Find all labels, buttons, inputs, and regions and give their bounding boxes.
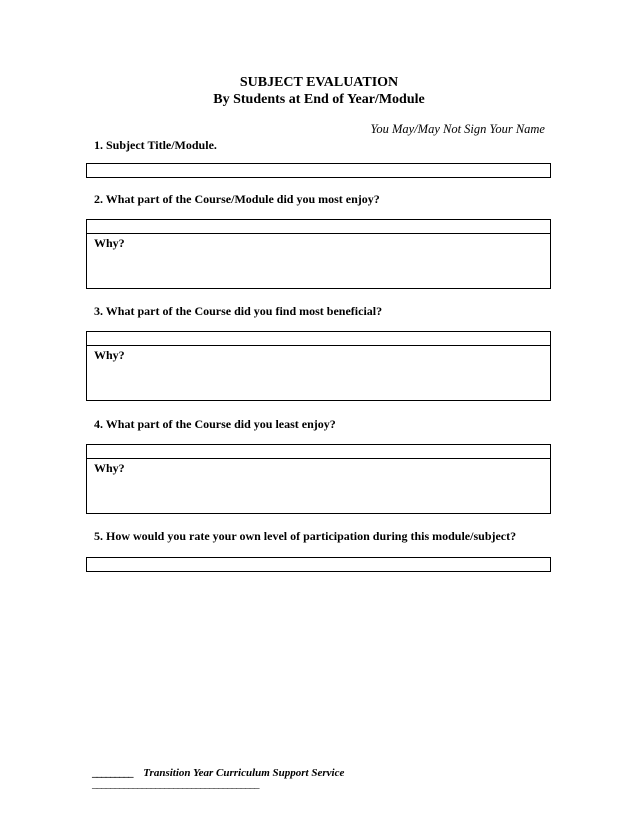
question-3-label: 3. What part of the Course did you find most beneficial? bbox=[94, 304, 383, 318]
footer-prefix-line: _________ bbox=[92, 767, 133, 779]
question-2-why-field[interactable] bbox=[87, 234, 550, 288]
why-label: Why? bbox=[94, 348, 125, 362]
question-1-label: 1. Subject Title/Module. bbox=[94, 138, 217, 152]
why-label: Why? bbox=[94, 461, 125, 475]
question-1-answer-field[interactable] bbox=[86, 163, 551, 178]
footer-bottom-line: _____________________________________ bbox=[92, 778, 259, 790]
form-subtitle: By Students at End of Year/Module bbox=[213, 92, 425, 107]
question-3-answer-field[interactable] bbox=[87, 332, 550, 346]
question-4-label: 4. What part of the Course did you least enjoy? bbox=[94, 417, 336, 431]
question-4-answer-box bbox=[86, 444, 551, 514]
question-5-answer-field[interactable] bbox=[86, 557, 551, 572]
why-label: Why? bbox=[94, 236, 125, 250]
question-4-why-field[interactable] bbox=[87, 459, 550, 513]
question-2-answer-field[interactable] bbox=[87, 220, 550, 234]
footer-text: Transition Year Curriculum Support Service bbox=[143, 767, 345, 779]
signature-note: You May/May Not Sign Your Name bbox=[370, 122, 545, 136]
question-3-answer-box bbox=[86, 331, 551, 401]
question-4-answer-field[interactable] bbox=[87, 445, 550, 459]
question-5-label: 5. How would you rate your own level of participation during this module/subject? bbox=[94, 529, 517, 543]
form-title: SUBJECT EVALUATION bbox=[239, 75, 399, 90]
question-2-label: 2. What part of the Course/Module did you most enjoy? bbox=[94, 192, 380, 206]
question-3-why-field[interactable] bbox=[87, 346, 550, 400]
question-2-answer-box bbox=[86, 219, 551, 289]
